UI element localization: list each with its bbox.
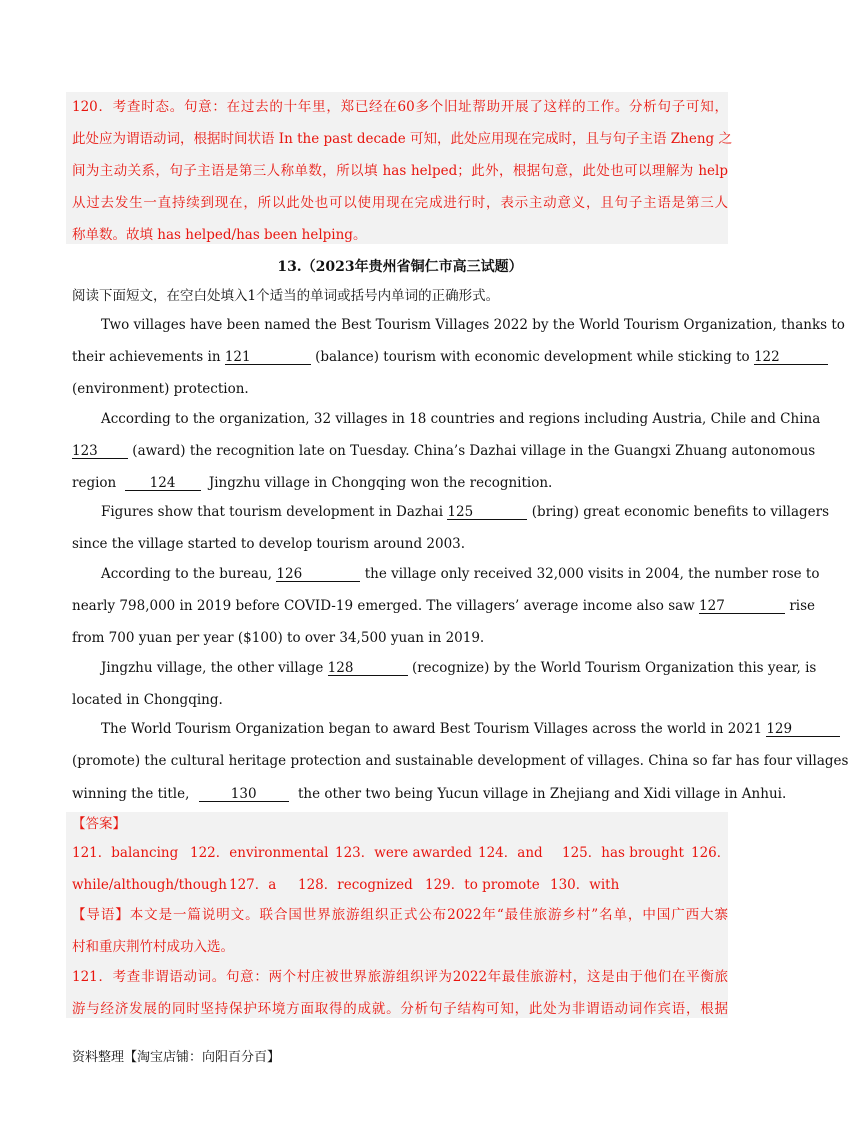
explanation-line: 120．考查时态。句意：在过去的十年里，郑已经在60多个旧址帮助开展了这样的工作。分析句子可知， bbox=[72, 99, 728, 115]
answer-122: 122．environmental bbox=[190, 845, 329, 861]
blank-128[interactable]: 128 bbox=[328, 661, 408, 676]
explanation-121-line: 121．考查非谓语动词。句意：两个村庄被世界旅游组织评为2022年最佳旅游村，这是由于他们在平衡旅 bbox=[72, 969, 728, 985]
passage-line: 123 (award) the recognition late on Tuesday. China’s Dazhai village in the Guangxi Zhuang autonomous bbox=[72, 443, 816, 459]
section-heading: 13.（2023年贵州省铜仁市高三试题） bbox=[277, 259, 523, 275]
answer-127: 127．a bbox=[229, 877, 277, 893]
explanation-line: 称单数。故填 has helped/has been helping。 bbox=[72, 227, 367, 243]
passage-line: Figures show that tourism development in Dazhai 125 (bring) great economic benefits to villagers bbox=[101, 504, 830, 520]
passage-line: located in Chongqing. bbox=[72, 692, 223, 708]
guide-line: 【导语】本文是一篇说明文。联合国世界旅游组织正式公布2022年“最佳旅游乡村”名单，中国广西大寨 bbox=[72, 907, 728, 923]
answer-129: 129．to promote bbox=[425, 877, 540, 893]
guide-line: 村和重庆荆竹村成功入选。 bbox=[72, 939, 234, 955]
passage-line: Jingzhu village, the other village 128 (recognize) by the World Tourism Organization this year, is bbox=[101, 660, 817, 676]
answer-126-value: while/although/though bbox=[72, 877, 227, 893]
answer-124: 124．and bbox=[478, 845, 543, 861]
answer-126-number: 126． bbox=[691, 845, 731, 861]
blank-123[interactable]: 123 bbox=[72, 444, 128, 459]
answer-label: 【答案】 bbox=[72, 816, 126, 832]
passage-line: winning the title, 130 the other two being Yucun village in Zhejiang and Xidi village in Anhui. bbox=[72, 786, 787, 802]
blank-126[interactable]: 126 bbox=[276, 567, 360, 582]
passage-line: According to the bureau, 126 the village only received 32,000 visits in 2004, the number rose to bbox=[101, 566, 820, 582]
blank-129[interactable]: 129 bbox=[766, 722, 840, 737]
answer-121: 121．balancing bbox=[72, 845, 179, 861]
blank-130[interactable]: 130 bbox=[199, 787, 289, 802]
instruction: 阅读下面短文，在空白处填入1个适当的单词或括号内单词的正确形式。 bbox=[72, 288, 500, 304]
passage-line: The World Tourism Organization began to award Best Tourism Villages across the world in 2021 129 bbox=[101, 721, 728, 737]
answer-125: 125．has brought bbox=[562, 845, 684, 861]
blank-127[interactable]: 127 bbox=[699, 599, 785, 614]
blank-122[interactable]: 122 bbox=[754, 350, 828, 365]
passage-line: Two villages have been named the Best Tourism Villages 2022 by the World Tourism Organization, thanks to bbox=[101, 317, 845, 333]
blank-124[interactable]: 124 bbox=[125, 476, 201, 491]
passage-line: region 124 Jingzhu village in Chongqing won the recognition. bbox=[72, 475, 553, 491]
footer-source: 资料整理【淘宝店铺：向阳百分百】 bbox=[72, 1050, 281, 1065]
passage-line: since the village started to develop tourism around 2003. bbox=[72, 536, 466, 552]
passage-line: (environment) protection. bbox=[72, 381, 249, 397]
explanation-line: 间为主动关系，句子主语是第三人称单数，所以填 has helped；此外，根据句意，此处也可以理解为 help bbox=[72, 163, 728, 179]
passage-line: According to the organization, 32 villages in 18 countries and regions including Austria, Chile and China bbox=[101, 411, 821, 427]
answer-123: 123．were awarded bbox=[335, 845, 472, 861]
passage-line: their achievements in 121 (balance) tourism with economic development while sticking to 122 bbox=[72, 349, 728, 365]
answer-128: 128．recognized bbox=[298, 877, 413, 893]
explanation-line: 此处应为谓语动词，根据时间状语 In the past decade 可知，此处应用现在完成时，且与句子主语 Zheng 之 bbox=[72, 131, 732, 147]
passage-line: nearly 798,000 in 2019 before COVID-19 emerged. The villagers’ average income also saw 127 rise bbox=[72, 598, 816, 614]
passage-line: (promote) the cultural heritage protection and sustainable development of villages. China so far has four villages bbox=[72, 753, 848, 769]
explanation-line: 从过去发生一直持续到现在，所以此处也可以使用现在完成进行时，表示主动意义，且句子主语是第三人 bbox=[72, 195, 728, 211]
blank-121[interactable]: 121 bbox=[225, 350, 311, 365]
answer-130: 130．with bbox=[550, 877, 620, 893]
passage-line: from 700 yuan per year ($100) to over 34,500 yuan in 2019. bbox=[72, 630, 485, 646]
blank-125[interactable]: 125 bbox=[447, 505, 527, 520]
explanation-121-line: 游与经济发展的同时坚持保护环境方面取得的成就。分析句子结构可知，此处为非谓语动词作宾语，根据 bbox=[72, 1001, 728, 1017]
